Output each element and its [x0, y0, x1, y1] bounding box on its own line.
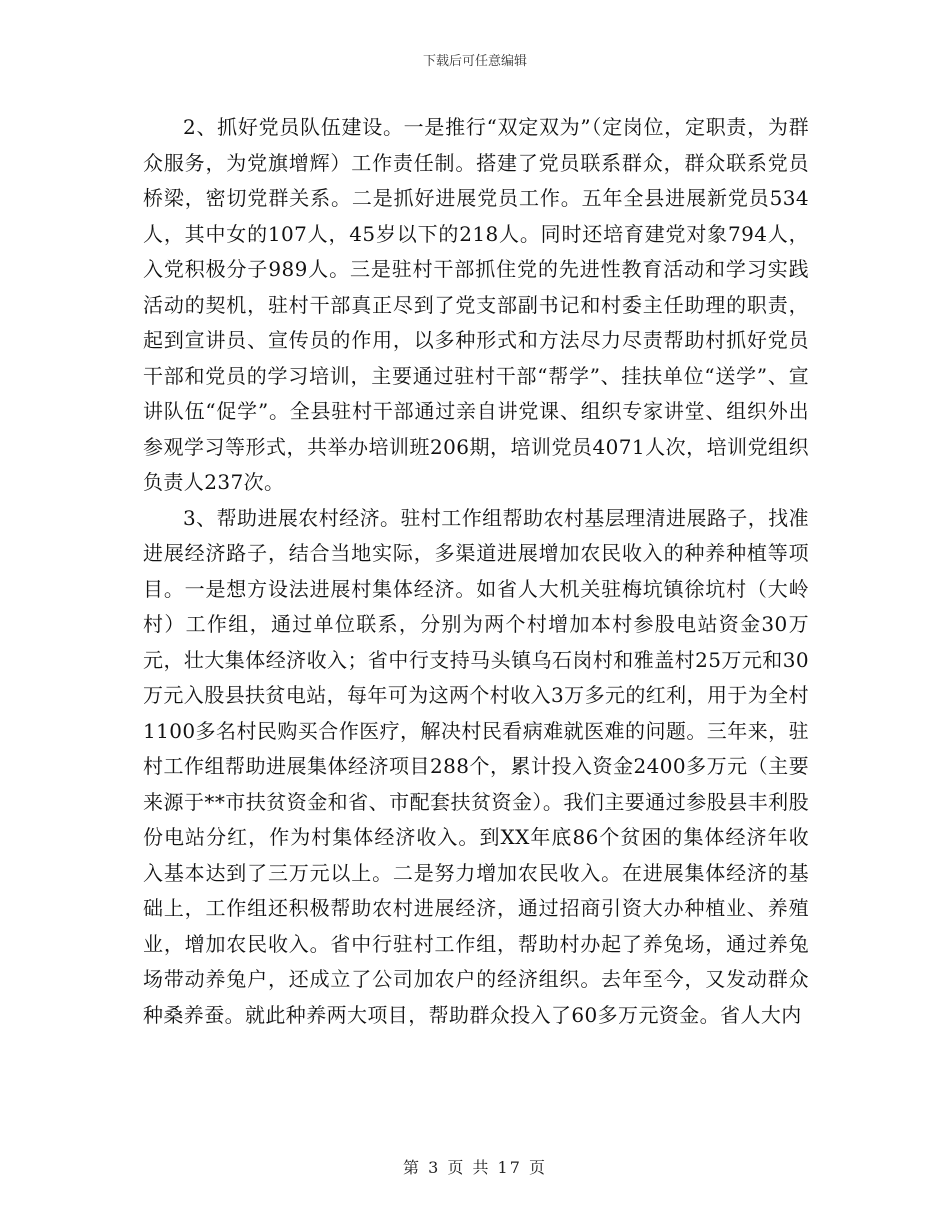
paragraph-rural-economy: 3、帮助进展农村经济。驻村工作组帮助农村基层理清进展路子，找准进展经济路子，结合当地实际，多渠道进展增加农民收入的种养种植等项目。一是想方设法进展村集体经济。如省人大机关驻梅坑镇徐坑村（大岭村）工作组，通过单位联系，分别为两个村增加本村参股电站资金30万元，壮大集体经济收入；省中行支持马头镇乌石岗村和雅盖村25万元和30万元入股县扶贫电站，每年可为这两个村收入3万多元的红利，用于为全村1100多名村民购买合作医疗，解决村民看病难就医难的问题。三年来，驻村工作组帮助进展集体经济项目288个，累计投入资金2400多万元（主要来源于**市扶贫资金和省、市配套扶贫资金）。我们主要通过参股县丰利股份电站分红，作为村集体经济收入。到XX年底86个贫困的集体经济年收入基本达到了三万元以上。二是努力增加农民收入。在进展集体经济的基础上，工作组还积极帮助农村进展经济，通过招商引资大办种植业、养殖业，增加农民收入。省中行驻村工作组，帮助村办起了养兔场，通过养兔场带动养兔户，还成立了公司加农户的经济组织。去年至今，又发动群众种桑养蚕。就此种养两大项目，帮助群众投入了60多万元资金。省人大内: [143, 505, 809, 1027]
paragraph-party-member-building: 2、抓好党员队伍建设。一是推行“双定双为”（定岗位，定职责，为群众服务，为党旗增辉）工作责任制。搭建了党员联系群众，群众联系党员桥梁，密切党群关系。二是抓好进展党员工作。五年全县进展新党员534人，其中女的107人，45岁以下的218人。同时还培育建党对象794人，入党积极分子989人。三是驻村干部抓住党的先进性教育活动和学习实践活动的契机，驻村干部真正尽到了党支部副书记和村委主任助理的职责，起到宣讲员、宣传员的作用，以多种形式和方法尽力尽责帮助村抓好党员干部和党员的学习培训，主要通过驻村干部“帮学”、挂扶单位“送学”、宣讲队伍“促学”。全县驻村干部通过亲自讲党课、组织专家讲堂、组织外出参观学习等形式，共举办培训班206期，培训党员4071人次，培训党组织负责人237次。: [143, 115, 809, 494]
page-number-footer: 第 3 页 共 17 页: [403, 1158, 547, 1177]
page-header: 下载后可任意编辑: [422, 54, 527, 69]
document-body: [143, 110, 809, 1033]
